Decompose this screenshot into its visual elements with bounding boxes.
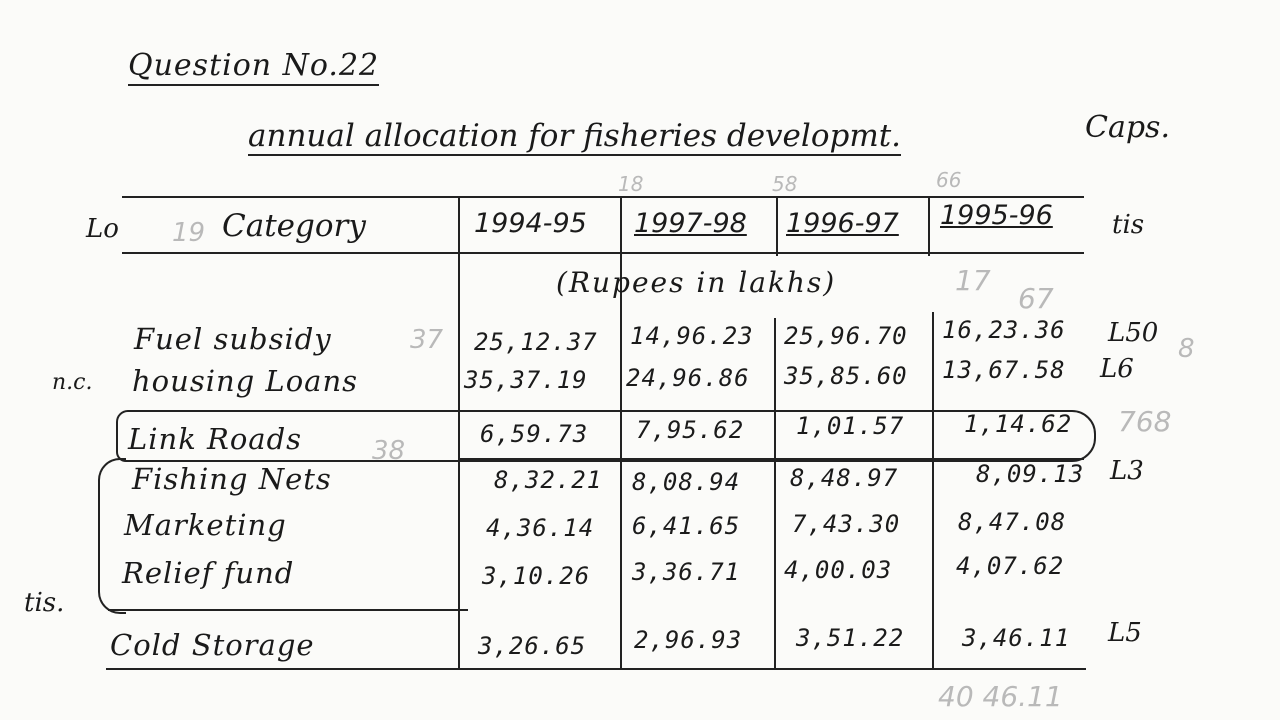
row-label-fuel-subsidy: Fuel subsidy (134, 322, 332, 356)
category-header: Category (222, 208, 366, 244)
table-top-rule (122, 196, 1084, 198)
table-cell: 25,12.37 (474, 328, 598, 356)
faint-note: 40 46.11 (938, 680, 1063, 713)
year-header: 1994-95 (474, 208, 587, 239)
table-cell: 8,08.94 (632, 468, 741, 496)
table-cell: 1,14.62 (964, 410, 1073, 438)
table-cell: 4,36.14 (486, 514, 595, 542)
table-cell: 3,10.26 (482, 562, 591, 590)
row-label-link-roads: Link Roads (128, 422, 303, 456)
faint-note: 67 (1018, 282, 1054, 315)
table-cell: 3,46.11 (962, 624, 1071, 652)
table-cell: 3,51.22 (796, 624, 905, 652)
row-label-marketing: Marketing (124, 508, 287, 542)
margin-note-cold: L5 (1108, 618, 1142, 648)
table-column-rule (928, 196, 930, 256)
table-cell: 6,59.73 (480, 420, 589, 448)
table-cell: 2,96.93 (634, 626, 743, 654)
faint-note: 38 (372, 436, 406, 466)
row-label-fishing-nets: Fishing Nets (132, 462, 332, 496)
margin-note-bracket: tis. (24, 588, 65, 618)
table-cell: 4,00.03 (784, 556, 893, 584)
table-cell: 7,95.62 (636, 416, 745, 444)
faint-note: 17 (955, 264, 991, 297)
row-label-relief-fund: Relief fund (122, 556, 295, 590)
year-header: 1995-96 (940, 200, 1053, 231)
table-column-rule (932, 312, 934, 670)
table-cell: 16,23.36 (942, 316, 1066, 344)
faint-note: 58 (772, 172, 798, 196)
table-cell: 6,41.65 (632, 512, 741, 540)
table-cell: 8,09.13 (976, 460, 1085, 488)
margin-note-nets: L3 (1110, 456, 1144, 486)
table-cell: 35,85.60 (784, 362, 908, 390)
table-cell: 1,01.57 (796, 412, 905, 440)
units-label: (Rupees in lakhs) (556, 266, 837, 299)
table-cell: 7,43.30 (792, 510, 901, 538)
margin-note-left-header: Lo (86, 214, 119, 244)
document-title: annual allocation for fisheries developmt. (248, 118, 902, 154)
margin-note-fuel: L50 (1108, 318, 1159, 348)
caps-note: Caps. (1085, 110, 1170, 145)
table-header-rule (122, 252, 1084, 254)
table-cell: 4,07.62 (956, 552, 1065, 580)
margin-note-housing: n.c. (52, 370, 93, 395)
faint-note: 768 (1118, 405, 1172, 438)
table-column-rule (776, 196, 778, 256)
grouping-bracket-line (108, 609, 468, 611)
faint-note: 66 (936, 168, 962, 192)
question-heading: Question No.22 (128, 48, 379, 86)
faint-note: 19 (172, 218, 206, 248)
faint-note: 8 (1178, 334, 1195, 364)
table-cell: 35,37.19 (464, 366, 588, 394)
table-cell: 3,26.65 (478, 632, 587, 660)
year-header: 1997-98 (634, 208, 747, 239)
table-cell: 24,96.86 (626, 364, 750, 392)
table-cell: 3,36.71 (632, 558, 741, 586)
margin-note-right-header: tis (1112, 210, 1145, 240)
faint-note: 18 (618, 172, 644, 196)
table-cell: 8,47.08 (958, 508, 1067, 536)
faint-note: 37 (410, 325, 444, 355)
table-cell: 8,32.21 (494, 466, 603, 494)
margin-note-housing-right: L6 (1100, 354, 1134, 384)
row-label-cold-storage: Cold Storage (110, 628, 315, 662)
row-label-housing-loans: housing Loans (132, 364, 358, 398)
table-cell: 13,67.58 (942, 356, 1066, 384)
table-bottom-rule (106, 668, 1086, 670)
year-header: 1996-97 (786, 208, 899, 239)
grouping-bracket (98, 458, 126, 614)
table-column-rule (774, 318, 776, 670)
table-cell: 8,48.97 (790, 464, 899, 492)
table-cell: 25,96.70 (784, 322, 908, 350)
table-cell: 14,96.23 (630, 322, 754, 350)
